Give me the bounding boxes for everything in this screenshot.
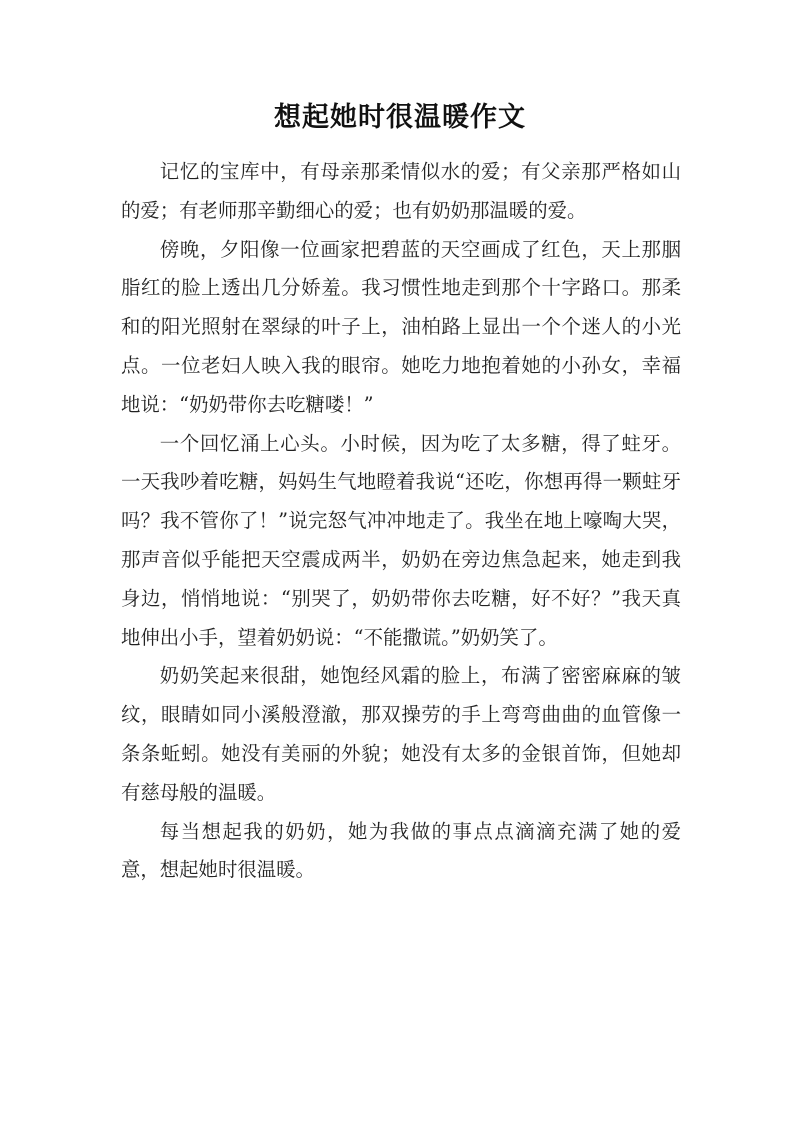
- paragraph: 奶奶笑起来很甜，她饱经风霜的脸上，布满了密密麻麻的皱纹，眼睛如同小溪般澄澈，那双操劳的手上弯弯曲曲的血管像一条条蚯蚓。她没有美丽的外貌；她没有太多的金银首饰，但她却有慈母般的温暖。: [121, 664, 681, 804]
- paragraph: 每当想起我的奶奶，她为我做的事点点滴滴充满了她的爱意，想起她时很温暖。: [121, 819, 681, 882]
- paragraph: 傍晚，夕阳像一位画家把碧蓝的天空画成了红色，天上那胭脂红的脸上透出几分娇羞。我习惯性地走到那个十字路口。那柔和的阳光照射在翠绿的叶子上，油柏路上显出一个个迷人的小光点。一位老妇人映入我的眼帘。她吃力地抱着她的小孙女，幸福地说：“奶奶带你去吃糖喽！”: [121, 237, 681, 416]
- document-body: [121, 153, 681, 890]
- paragraph: 记忆的宝库中，有母亲那柔情似水的爱；有父亲那严格如山的爱；有老师那辛勤细心的爱；也有奶奶那温暖的爱。: [121, 160, 681, 222]
- document-title: 想起她时很温暖作文: [274, 102, 526, 133]
- paragraph: 一个回忆涌上心头。小时候，因为吃了太多糖，得了蛀牙。一天我吵着吃糖，妈妈生气地瞪着我说“还吃，你想再得一颗蛀牙吗？我不管你了！”说完怒气冲冲地走了。我坐在地上嚎啕大哭，那声音似乎能把天空震成两半，奶奶在旁边焦急起来，她走到我身边，悄悄地说：“别哭了，奶奶带你去吃糖，好不好？”我天真地伸出小手，望着奶奶说：“不能撒谎。”奶奶笑了。: [121, 431, 681, 649]
